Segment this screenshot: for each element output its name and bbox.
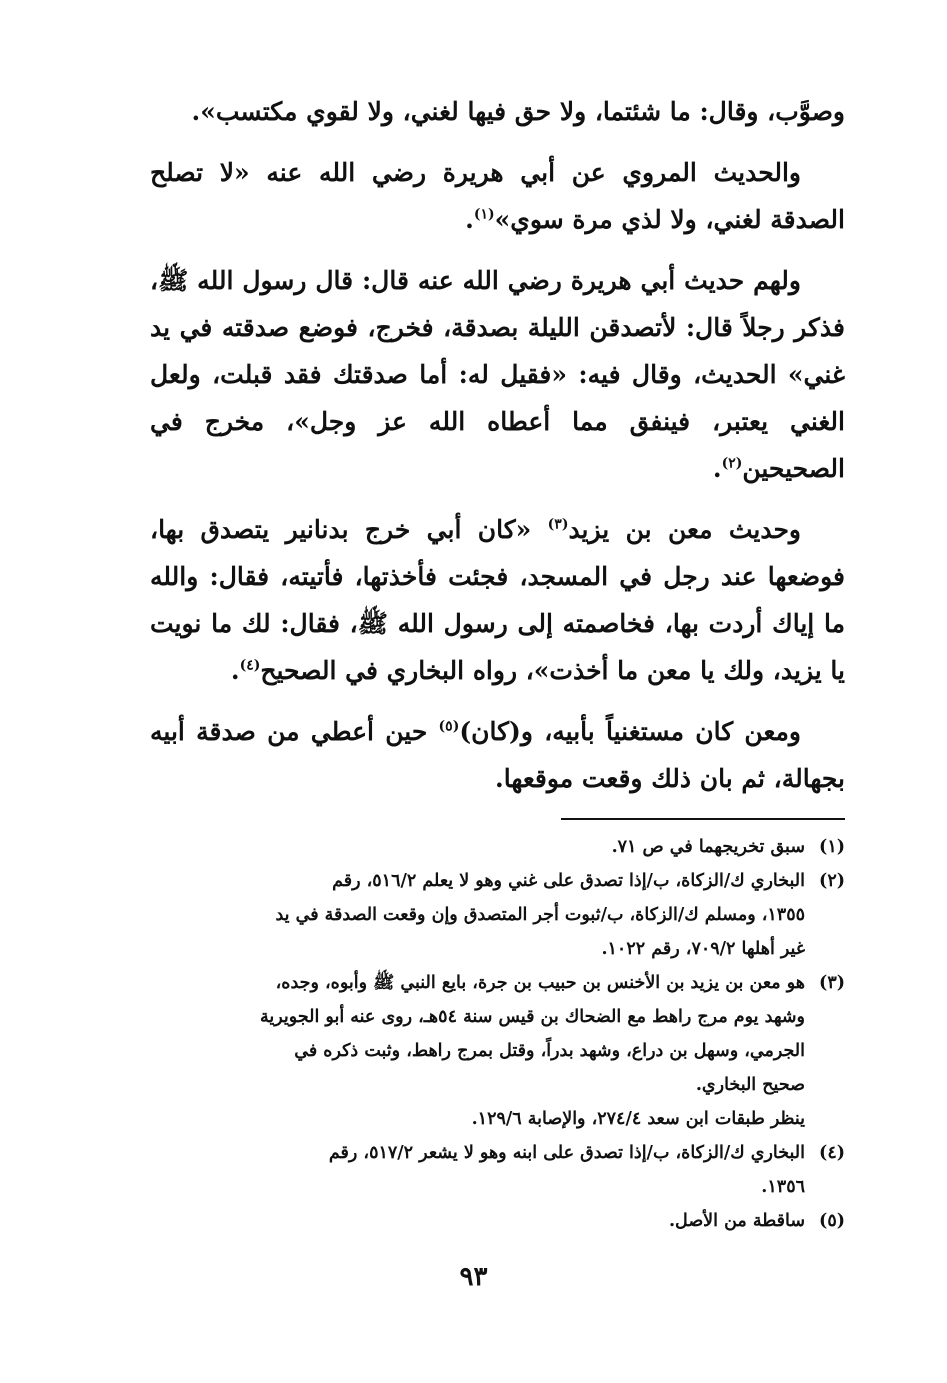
page-number: ٩٣ (459, 1262, 488, 1292)
footnote-marker: (٣) (547, 516, 569, 533)
footnote-marker: (٤) (239, 657, 261, 674)
footnote-marker: (٢) (721, 455, 743, 472)
footnote-number: (٢) (819, 871, 845, 891)
paragraph-text: والحديث المروي عن أبي هريرة رضي الله عنه «لا تصلح الصدقة لغني، ولا لذي مرة سوي» (150, 158, 845, 234)
footnote-line: البخاري ك/الزكاة، ب/إذا تصدق على ابنه وهو لا يشعر ٥١٧/٢، رقم (328, 1143, 805, 1163)
paragraph-text: حين أعطي من صدقة أبيه بجهالة، ثم بان ذلك وقعت موقعها. (150, 717, 845, 793)
footnote-line: غير أهلها ٧٠٩/٢، رقم ١٠٢٢. (601, 939, 805, 959)
paragraph-text: ومعن كان مستغنياً بأبيه، و(كان) (459, 717, 801, 746)
paragraph-text: ولهم حديث أبي هريرة رضي الله عنه قال: قال رسول الله ﷺ، فذكر رجلاً قال: لأتصدقن الليلة بصدقة، فخرج، فوضع صدقته في يد غني» الحديث، وقال فيه: «فقيل له: أما صدقتك فقد قبلت، ولعل الغني يعتبر، فينفق مما أعطاه الله عز وجل»، مخرج في الصحيحين (150, 266, 845, 483)
footnote-separator (561, 818, 845, 820)
footnote-line: ينظر طبقات ابن سعد ٢٧٤/٤، والإصابة ١٢٩/٦. (471, 1109, 805, 1129)
footnote (150, 1136, 845, 1204)
footnote-line: ١٣٥٥، ومسلم ك/الزكاة، ب/ثبوت أجر المتصدق وإن وقعت الصدقة في يد (275, 905, 805, 925)
footnote-text (150, 1204, 805, 1238)
paragraph-text: وصوَّب، وقال: ما شئتما، ولا حق فيها لغني، ولا لقوي مكتسب». (191, 97, 845, 126)
paragraph-text: . (465, 205, 474, 234)
footnote-marker: (١) (473, 206, 495, 223)
footnote (150, 966, 845, 1136)
paragraph-text: وحديث معن بن يزيد (568, 515, 801, 544)
paragraph (150, 149, 845, 243)
footnote-line: صحيح البخاري. (695, 1075, 805, 1095)
paragraph-text: . (230, 656, 240, 685)
footnote-line: سبق تخريجهما في ص ٧١. (611, 837, 805, 857)
footnote-text (150, 1136, 805, 1204)
footnote-line: وشهد يوم مرج راهط مع الضحاك بن قيس سنة ٥٤هـ، روى عنه أبو الجويرية (260, 1007, 805, 1027)
footnote-text (150, 864, 805, 966)
paragraph (150, 506, 845, 694)
footnote-line: هو معن بن يزيد بن الأخنس بن حبيب بن جرة، بايع النبي ﷺ وأبوه، وجده، (275, 973, 805, 993)
footnote (150, 864, 845, 966)
footnote-text (150, 830, 805, 864)
footnote-marker: (٥) (438, 718, 460, 735)
footnote-number: (٣) (819, 973, 845, 993)
paragraph (150, 88, 845, 135)
paragraph (150, 257, 845, 492)
paragraph-text: . (712, 454, 722, 483)
footnotes (150, 830, 845, 1238)
footnote-number: (٥) (819, 1211, 845, 1231)
paragraph (150, 708, 845, 802)
footnote-number: (١) (819, 837, 845, 857)
main-text (150, 88, 845, 816)
footnote-line: ١٣٥٦. (761, 1177, 805, 1197)
footnote-text (150, 966, 805, 1136)
footnote-line: الجرمي، وسهل بن دراع، وشهد بدراً، وقتل بمرج راهط، وثبت ذكره في (294, 1041, 805, 1061)
footnote (150, 830, 845, 864)
footnote-line: البخاري ك/الزكاة، ب/إذا تصدق على غني وهو لا يعلم ٥١٦/٢، رقم (332, 871, 805, 891)
footnote-line: ساقطة من الأصل. (668, 1211, 805, 1231)
paragraph-text: «كان أبي خرج بدنانير يتصدق بها، فوضعها عند رجل في المسجد، فجئت فأخذتها، فأتيته، فقال: والله ما إياك أردت بها، فخاصمته إلى رسول الله ﷺ، فقال: لك ما نويت يا يزيد، ولك يا معن ما أخذت»، رواه البخاري في الصحيح (150, 515, 845, 685)
footnote (150, 1204, 845, 1238)
footnote-number: (٤) (819, 1143, 845, 1163)
